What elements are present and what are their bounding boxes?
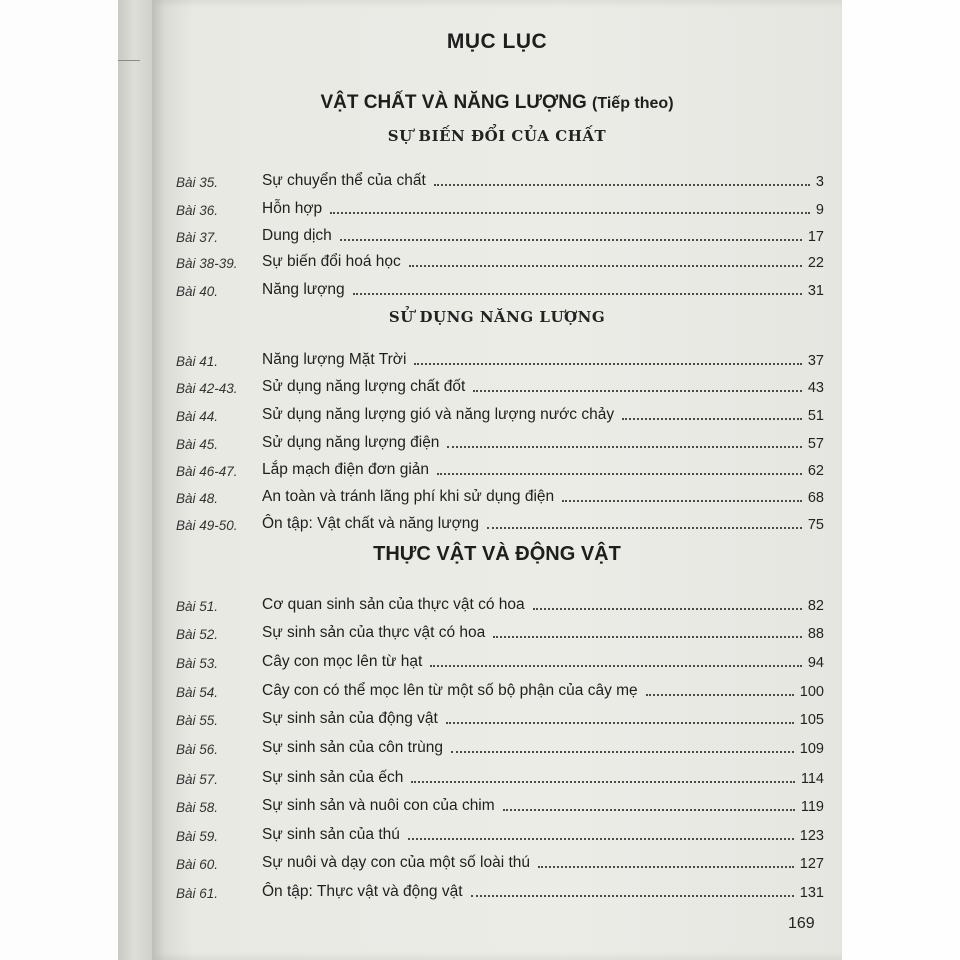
toc-row[interactable]	[176, 345, 824, 369]
dot-leader	[471, 895, 794, 897]
lesson-page: 114	[800, 771, 824, 787]
toc-row[interactable]	[176, 482, 824, 506]
dot-leader	[447, 446, 801, 448]
lesson-page: 3	[815, 174, 824, 190]
lesson-page: 43	[807, 380, 824, 396]
dot-leader	[487, 527, 802, 529]
toc-row[interactable]	[176, 647, 824, 671]
lesson-page: 31	[807, 283, 824, 299]
dot-leader	[408, 838, 794, 840]
section-title-bien-doi: SỰ BIẾN ĐỔI CỦA CHẤT	[387, 127, 607, 145]
lesson-page: 17	[807, 229, 824, 245]
lesson-page: 57	[807, 436, 824, 452]
dot-leader	[430, 665, 802, 667]
lesson-title: Sự sinh sản của côn trùng	[262, 739, 443, 756]
lesson-title: Sự biến đổi hoá học	[262, 253, 401, 270]
page-title: MỤC LỤC	[446, 30, 548, 53]
lesson-number: Bài 35.	[176, 175, 219, 190]
dot-leader	[340, 239, 802, 241]
lesson-title: Năng lượng	[262, 281, 345, 298]
lesson-page: 88	[807, 626, 824, 642]
lesson-page: 37	[807, 353, 824, 369]
lesson-number: Bài 56.	[176, 742, 219, 757]
part-subtitle: (Tiếp theo)	[592, 95, 674, 112]
part-title-thuc-vat: THỰC VẬT VÀ ĐỘNG VẬT	[373, 543, 621, 565]
dot-leader	[353, 293, 802, 295]
dot-leader	[503, 809, 795, 811]
toc-row[interactable]	[176, 820, 824, 844]
lesson-page: 127	[799, 856, 824, 872]
dot-leader	[409, 265, 802, 267]
lesson-page: 9	[815, 202, 824, 218]
lesson-number: Bài 49-50.	[176, 518, 238, 533]
lesson-number: Bài 51.	[176, 599, 219, 614]
lesson-title: Cây con mọc lên từ hạt	[262, 653, 423, 670]
section-title-su-dung: SỬ DỤNG NĂNG LƯỢNG	[388, 308, 606, 326]
lesson-number: Bài 58.	[176, 800, 219, 815]
dot-leader	[493, 636, 802, 638]
toc-row[interactable]	[176, 221, 824, 245]
lesson-title: Sự sinh sản của thực vật có hoa	[262, 624, 486, 641]
lesson-number: Bài 40.	[176, 284, 219, 299]
toc-row[interactable]	[176, 763, 824, 787]
lesson-title: Sử dụng năng lượng điện	[262, 434, 440, 451]
lesson-number: Bài 48.	[176, 491, 219, 506]
toc-row[interactable]	[176, 877, 824, 901]
lesson-page: 82	[807, 598, 824, 614]
toc-row[interactable]	[176, 590, 824, 614]
lesson-number: Bài 45.	[176, 437, 219, 452]
lesson-number: Bài 54.	[176, 685, 219, 700]
lesson-page: 119	[800, 799, 824, 815]
lesson-title: An toàn và tránh lãng phí khi sử dụng điện	[262, 488, 555, 505]
lesson-page: 109	[799, 741, 824, 757]
dot-leader	[533, 608, 802, 610]
lesson-number: Bài 60.	[176, 857, 219, 872]
facing-page-mark	[118, 60, 140, 61]
dot-leader	[473, 390, 802, 392]
lesson-title: Dung dịch	[262, 227, 332, 244]
toc-row[interactable]	[176, 166, 824, 190]
lesson-number: Bài 44.	[176, 409, 219, 424]
lesson-title: Ôn tập: Thực vật và động vật	[262, 883, 463, 900]
toc-row[interactable]	[176, 704, 824, 728]
dot-leader	[437, 473, 802, 475]
lesson-title: Hỗn hợp	[262, 200, 323, 217]
page-number: 169	[788, 915, 815, 932]
dot-leader	[434, 184, 810, 186]
lesson-title: Sự nuôi và dạy con của một số loài thú	[262, 854, 531, 871]
lesson-page: 105	[799, 712, 824, 728]
toc-row[interactable]	[176, 428, 824, 452]
toc-row[interactable]	[176, 275, 824, 299]
toc-row[interactable]	[176, 791, 824, 815]
dot-leader	[411, 781, 795, 783]
lesson-title: Sử dụng năng lượng gió và năng lượng nước chảy	[262, 406, 615, 423]
dot-leader	[622, 418, 802, 420]
toc-row[interactable]	[176, 848, 824, 872]
toc-row[interactable]	[176, 400, 824, 424]
lesson-page: 75	[807, 517, 824, 533]
lesson-title: Sự sinh sản của ếch	[262, 769, 404, 786]
toc-row[interactable]	[176, 372, 824, 396]
lesson-page: 123	[799, 828, 824, 844]
lesson-title: Sự sinh sản của động vật	[262, 710, 438, 727]
part-title-text: VẬT CHẤT VÀ NĂNG LƯỢNG	[320, 92, 587, 113]
lesson-page: 62	[807, 463, 824, 479]
dot-leader	[562, 500, 802, 502]
lesson-page: 131	[799, 885, 824, 901]
lesson-number: Bài 61.	[176, 886, 219, 901]
toc-row[interactable]	[176, 618, 824, 642]
toc-row[interactable]	[176, 455, 824, 479]
lesson-title: Cơ quan sinh sản của thực vật có hoa	[262, 596, 525, 613]
lesson-title: Sử dụng năng lượng chất đốt	[262, 378, 466, 395]
part-title-vat-chat	[152, 92, 842, 114]
dot-leader	[446, 722, 794, 724]
lesson-number: Bài 53.	[176, 656, 219, 671]
toc-row[interactable]	[176, 194, 824, 218]
facing-page-edge	[118, 0, 154, 960]
dot-leader	[414, 363, 801, 365]
lesson-title: Sự sinh sản của thú	[262, 826, 400, 843]
lesson-page: 22	[807, 255, 824, 271]
lesson-number: Bài 38-39.	[176, 256, 238, 271]
lesson-number: Bài 55.	[176, 713, 219, 728]
lesson-title: Lắp mạch điện đơn giản	[262, 461, 430, 478]
lesson-number: Bài 46-47.	[176, 464, 238, 479]
dot-leader	[646, 694, 794, 696]
lesson-title: Sự sinh sản và nuôi con của chim	[262, 797, 495, 814]
lesson-number: Bài 52.	[176, 627, 219, 642]
lesson-title: Ôn tập: Vật chất và năng lượng	[262, 515, 480, 532]
lesson-title: Năng lượng Mặt Trời	[262, 351, 407, 368]
lesson-number: Bài 42-43.	[176, 381, 238, 396]
lesson-page: 68	[807, 490, 824, 506]
lesson-page: 100	[799, 684, 824, 700]
dot-leader	[330, 212, 810, 214]
lesson-number: Bài 41.	[176, 354, 219, 369]
lesson-page: 94	[807, 655, 824, 671]
lesson-number: Bài 36.	[176, 203, 219, 218]
dot-leader	[538, 866, 794, 868]
lesson-number: Bài 59.	[176, 829, 219, 844]
dot-leader	[451, 751, 794, 753]
photo-margin	[842, 0, 960, 960]
lesson-title: Sự chuyển thể của chất	[262, 172, 426, 189]
toc-row[interactable]	[176, 676, 824, 700]
lesson-number: Bài 57.	[176, 772, 219, 787]
lesson-title: Cây con có thể mọc lên từ một số bộ phận của cây mẹ	[262, 682, 638, 699]
lesson-page: 51	[807, 408, 824, 424]
lesson-number: Bài 37.	[176, 230, 219, 245]
toc-row[interactable]	[176, 733, 824, 757]
toc-row[interactable]	[176, 247, 824, 271]
toc-row[interactable]	[176, 509, 824, 533]
